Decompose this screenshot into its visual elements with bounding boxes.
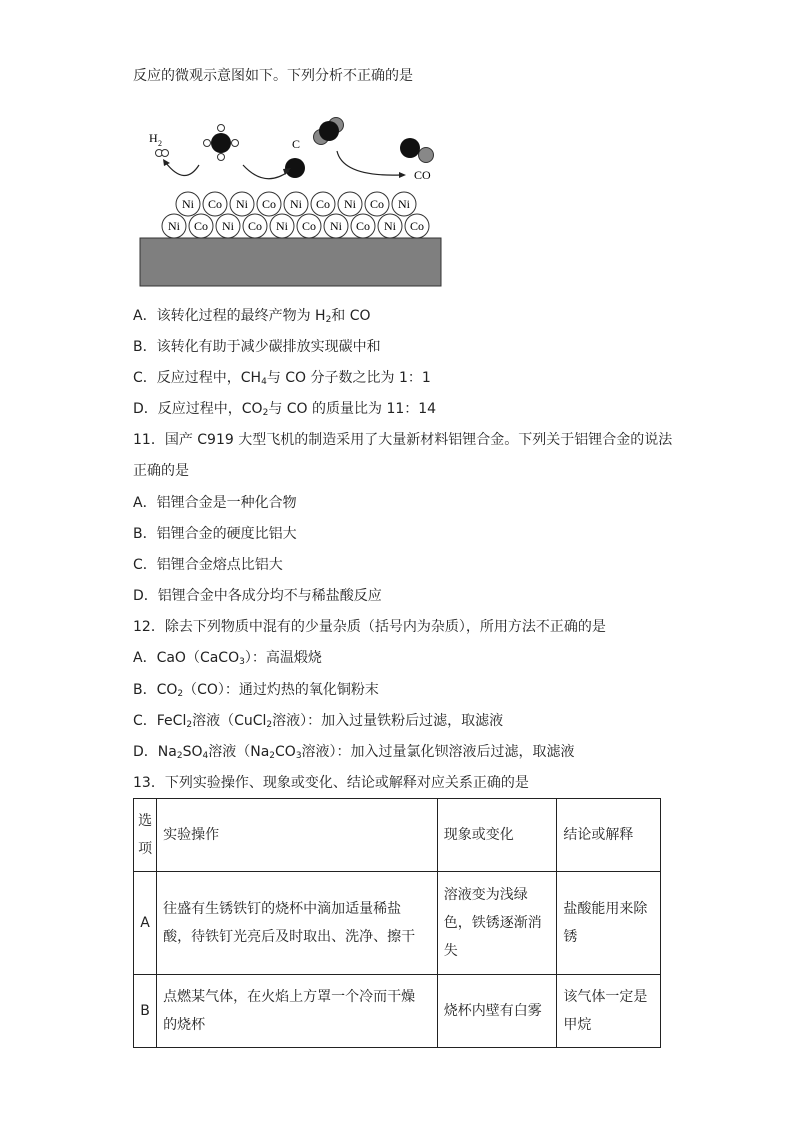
q10-option-d: D．反应过程中，$CO_2$与 CO 的质量比为 11：14 xyxy=(133,401,437,418)
svg-text:Co: Co xyxy=(207,197,223,211)
q11-option-a: A．铝锂合金是一种化合物 xyxy=(133,495,297,511)
header-phenomenon: 现象或变化 xyxy=(437,799,557,872)
svg-text:Co: Co xyxy=(355,219,371,233)
svg-text:Ni: Ni xyxy=(398,197,410,211)
q13-table xyxy=(133,798,661,1048)
svg-text:Ni: Ni xyxy=(344,197,356,211)
q11-option-b: B．铝锂合金的硬度比铝大 xyxy=(133,526,297,542)
q10-option-b: B．该转化有助于减少碳排放实现碳中和 xyxy=(133,339,381,355)
h2-molecule xyxy=(149,131,169,157)
q13-stem: 13．下列实验操作、现象或变化、结论或解释对应关系正确的是 xyxy=(133,775,529,791)
q11-option-c: C．铝锂合金熔点比铝大 xyxy=(133,557,283,573)
q11-stem-line1: 11．国产 C919 大型飞机的制造采用了大量新材料铝锂合金。下列关于铝锂合金的说法 xyxy=(133,432,673,448)
row-conclusion: 该气体一定是 甲烷 xyxy=(557,975,661,1048)
catalyst-bottom-row xyxy=(162,214,429,238)
q12-option-a: A．CaO（CaCO$_3$）：高温煅烧 xyxy=(133,650,322,667)
arrow-heads xyxy=(163,159,406,178)
q10-stem: 反应的微观示意图如下。下列分析不正确的是 xyxy=(133,68,413,84)
svg-text:C: C xyxy=(292,137,301,151)
q10-option-c: C．反应过程中，$CH_4$与 CO 分子数之比为 1：1 xyxy=(133,370,431,387)
svg-text:CO: CO xyxy=(414,168,431,182)
reaction-diagram xyxy=(133,115,453,290)
ch4-molecule xyxy=(204,125,239,161)
co2-molecule xyxy=(314,118,344,145)
svg-text:Co: Co xyxy=(315,197,331,211)
row-conclusion: 盐酸能用来除 锈 xyxy=(557,872,661,975)
svg-text:Co: Co xyxy=(193,219,209,233)
q11-option-d: D．铝锂合金中各成分均不与稀盐酸反应 xyxy=(133,588,382,604)
q12-option-c: C．FeCl$_2$溶液（CuCl$_2$溶液）：加入过量铁粉后过滤，取滤液 xyxy=(133,713,504,730)
svg-text:H: H xyxy=(149,131,158,145)
svg-text:Co: Co xyxy=(409,219,425,233)
row-operation: 往盛有生锈铁钉的烧杯中滴加适量稀盐 酸，待铁钉光亮后及时取出、洗净、擦干 xyxy=(157,872,438,975)
catalyst-support xyxy=(140,238,441,286)
svg-text:Co: Co xyxy=(261,197,277,211)
q12-stem: 12．除去下列物质中混有的少量杂质（括号内为杂质），所用方法不正确的是 xyxy=(133,619,606,635)
svg-text:Ni: Ni xyxy=(290,197,302,211)
row-phenomenon: 烧杯内壁有白雾 xyxy=(437,975,557,1048)
header-option: 选 项 xyxy=(134,799,157,872)
row-phenomenon: 溶液变为浅绿 色，铁锈逐渐消 失 xyxy=(437,872,557,975)
q12-option-b: B．$CO_2(CO)$：通过灼热的氧化铜粉末 xyxy=(133,682,379,699)
q12-option-d: D．$Na_2SO_4$溶液（$Na_2CO_3$溶液）：加入过量氯化钡溶液后过滤，取滤液 xyxy=(133,744,575,761)
q10-option-a: A．该转化过程的最终产物为 $H_2$和 CO xyxy=(133,308,371,325)
header-conclusion: 结论或解释 xyxy=(557,799,661,872)
svg-text:Ni: Ni xyxy=(222,219,234,233)
svg-text:Ni: Ni xyxy=(384,219,396,233)
table-header-row xyxy=(134,799,661,872)
svg-text:Ni: Ni xyxy=(236,197,248,211)
svg-text:Ni: Ni xyxy=(182,197,194,211)
table-row xyxy=(134,872,661,975)
svg-text:Co: Co xyxy=(369,197,385,211)
row-option: B xyxy=(134,975,157,1048)
svg-text:Ni: Ni xyxy=(276,219,288,233)
svg-text:Ni: Ni xyxy=(330,219,342,233)
row-operation: 点燃某气体，在火焰上方罩一个冷而干燥 的烧杯 xyxy=(157,975,438,1048)
table-row xyxy=(134,975,661,1048)
header-operation: 实验操作 xyxy=(157,799,438,872)
svg-text:Co: Co xyxy=(247,219,263,233)
catalyst-top-row xyxy=(176,192,416,216)
reaction-arrows xyxy=(166,151,401,179)
row-option: A xyxy=(134,872,157,975)
svg-text:Ni: Ni xyxy=(168,219,180,233)
q11-stem-line2: 正确的是 xyxy=(133,463,189,479)
svg-text:Co: Co xyxy=(301,219,317,233)
svg-text:2: 2 xyxy=(158,139,162,148)
